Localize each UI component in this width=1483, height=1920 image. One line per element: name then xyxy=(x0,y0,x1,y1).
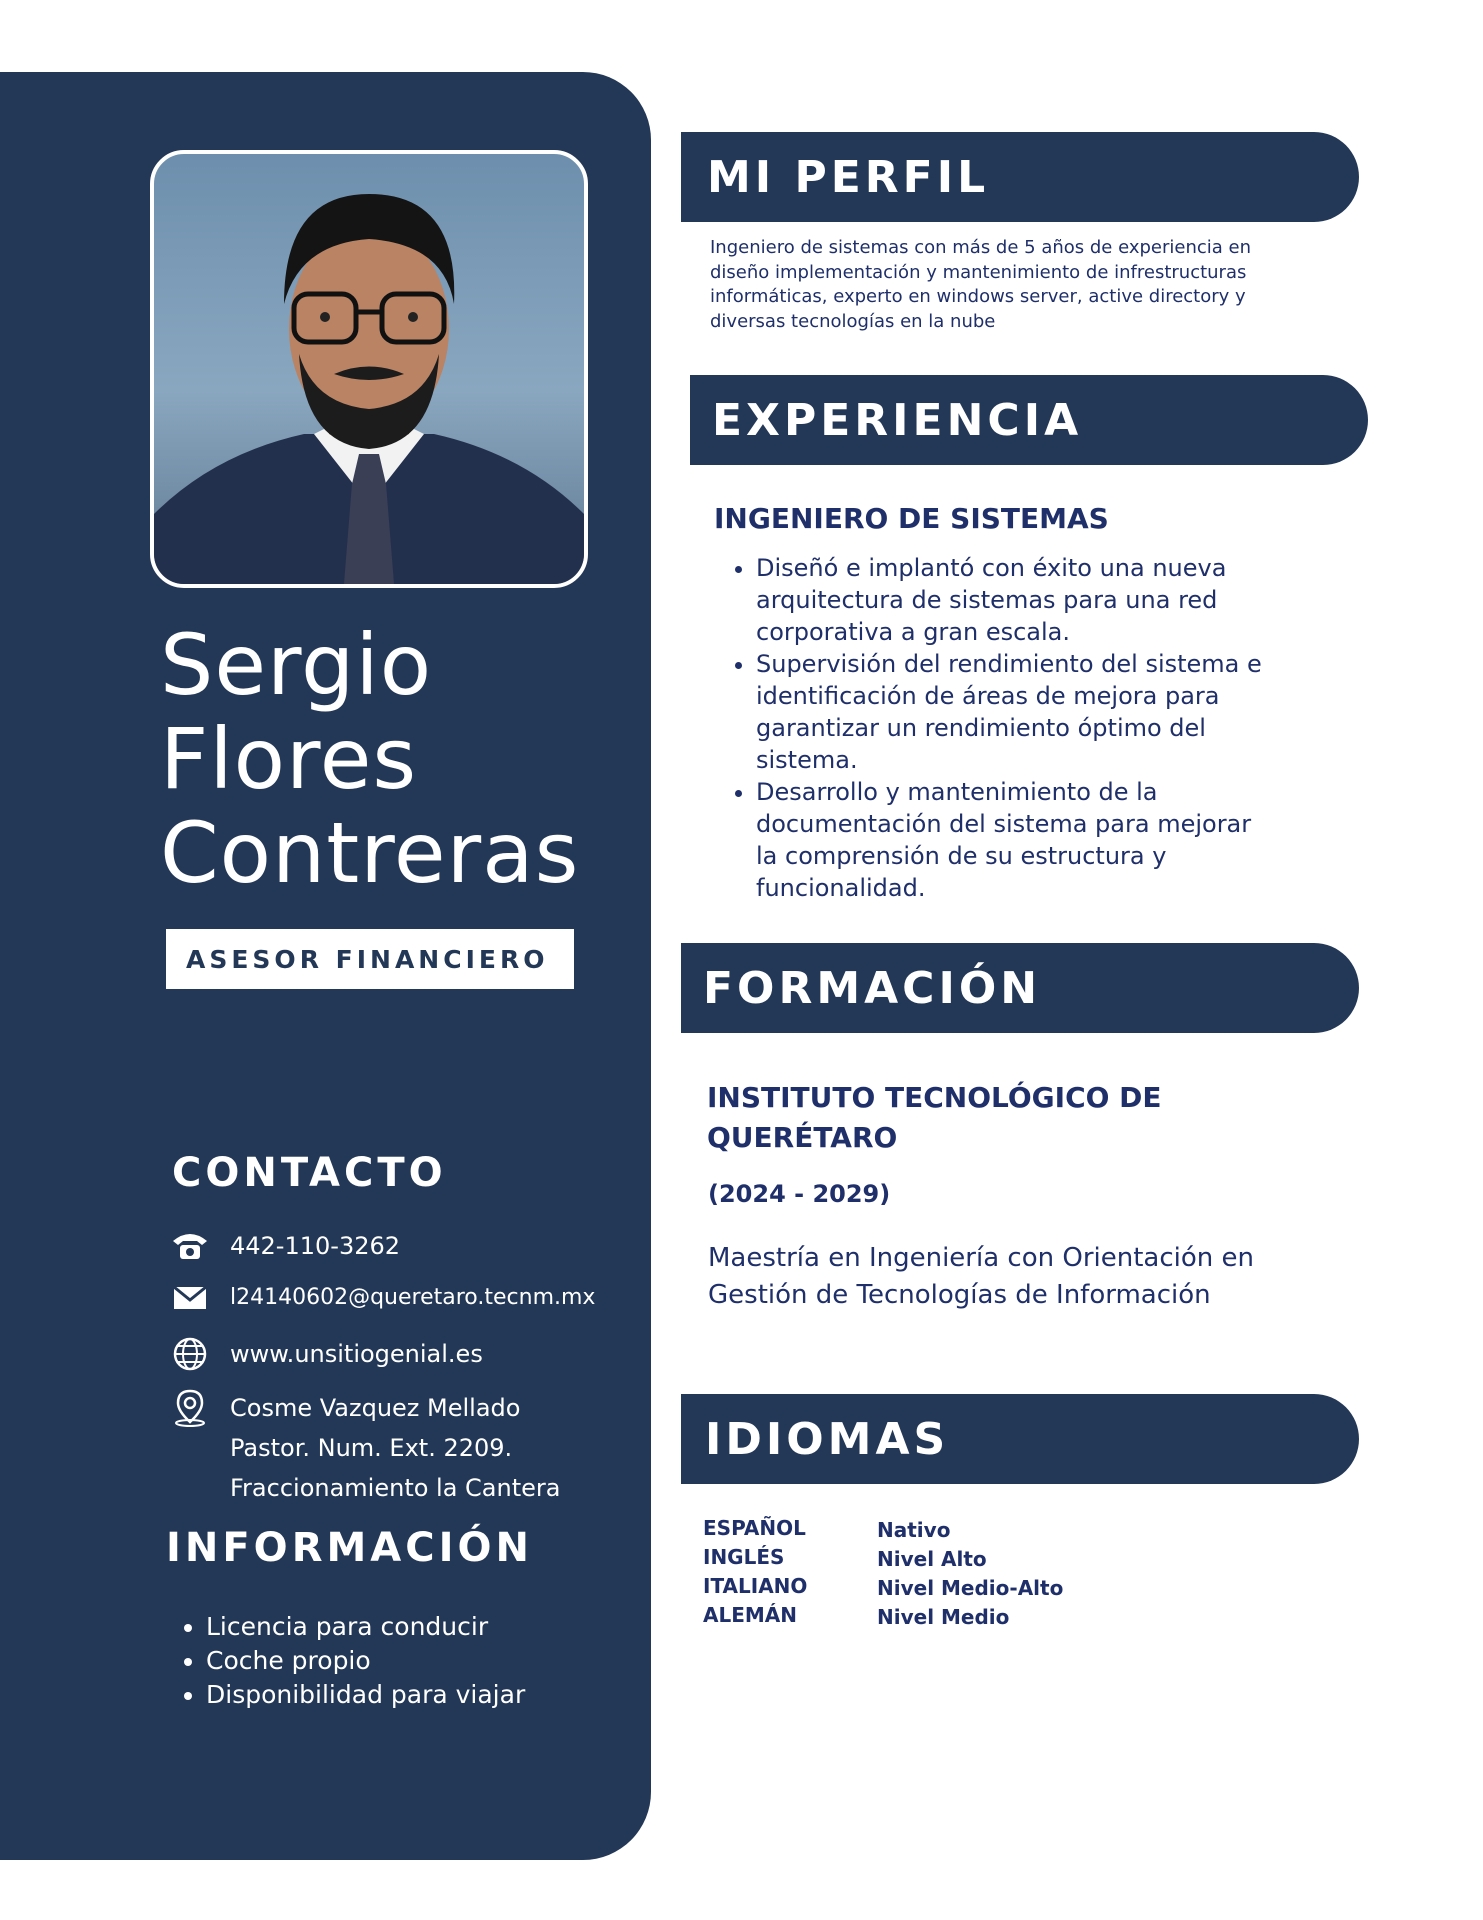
list-item xyxy=(756,776,1296,904)
education-years: (2024 - 2029) xyxy=(708,1180,891,1208)
bullet-line: • Supervisión del rendimiento del sistema e xyxy=(756,650,1262,678)
language-name: ESPAÑOL xyxy=(703,1516,806,1540)
job-role: INGENIERO DE SISTEMAS xyxy=(714,502,1109,535)
bullet-line: identificación de áreas de mejora para xyxy=(756,682,1220,710)
degree xyxy=(708,1240,1308,1314)
job-title-box xyxy=(166,929,574,989)
contact-heading: CONTACTO xyxy=(172,1150,447,1196)
bullet-line: arquitectura de sistemas para una red xyxy=(756,586,1218,614)
contact-phone xyxy=(170,1226,400,1266)
profile-line: informáticas, experto en windows server, active directory y xyxy=(710,286,1246,307)
contact-address xyxy=(170,1388,560,1508)
language-level: Nativo xyxy=(877,1518,951,1542)
last-name-1: Flores xyxy=(160,710,418,808)
profile-header xyxy=(681,132,1359,222)
experience-list xyxy=(730,552,1296,904)
contact-email xyxy=(170,1278,595,1318)
phone-number: 442-110-3262 xyxy=(230,1232,401,1260)
profile-line: diseño implementación y mantenimiento de infrestructuras xyxy=(710,261,1247,283)
language-name: INGLÉS xyxy=(703,1545,785,1569)
list-item xyxy=(756,648,1296,776)
list-item: • Disponibilidad para viajar xyxy=(206,1678,525,1712)
list-item: • Coche propio xyxy=(206,1644,525,1678)
email-address[interactable]: l24140602@queretaro.tecnm.mx xyxy=(230,1285,596,1310)
degree-line: Maestría en Ingeniería con Orientación en xyxy=(708,1243,1254,1273)
education-header xyxy=(681,943,1359,1033)
info-heading: INFORMACIÓN xyxy=(166,1525,533,1571)
bullet-line: la comprensión de su estructura y xyxy=(756,842,1167,870)
language-levels xyxy=(877,1516,1063,1632)
institution-line: INSTITUTO TECNOLÓGICO DE xyxy=(707,1081,1162,1114)
bullet-line: documentación del sistema para mejorar xyxy=(756,810,1252,838)
list-item xyxy=(756,552,1296,648)
profile-line: Ingeniero de sistemas con más de 5 años de experiencia en xyxy=(710,237,1252,258)
bullet-line: corporativa a gran escala. xyxy=(756,618,1071,646)
profile-text xyxy=(710,236,1270,334)
degree-line: Gestión de Tecnologías de Información xyxy=(708,1280,1211,1310)
mail-icon xyxy=(170,1278,210,1318)
full-name xyxy=(160,618,620,900)
last-name-2: Contreras xyxy=(160,804,580,902)
language-level: Nivel Medio xyxy=(877,1605,1010,1629)
profile-photo xyxy=(150,150,588,588)
language-level: Nivel Medio-Alto xyxy=(877,1576,1064,1600)
education-heading: FORMACIÓN xyxy=(703,962,1042,1014)
address xyxy=(230,1388,560,1508)
profile-heading: MI PERFIL xyxy=(707,151,990,203)
bullet-line: garantizar un rendimiento óptimo del xyxy=(756,714,1206,742)
phone-icon xyxy=(170,1226,210,1266)
job-title: ASESOR FINANCIERO xyxy=(186,944,549,974)
bullet-line: • Desarrollo y mantenimiento de la xyxy=(756,778,1158,806)
institution xyxy=(707,1078,1162,1158)
languages-header xyxy=(681,1394,1359,1484)
experience-header xyxy=(690,375,1368,465)
contact-website xyxy=(170,1334,483,1374)
location-pin-icon xyxy=(170,1388,210,1428)
portrait-illustration xyxy=(154,154,584,584)
website-link[interactable]: www.unsitiogenial.es xyxy=(230,1340,483,1368)
language-name: ALEMÁN xyxy=(703,1603,798,1627)
profile-line: diversas tecnologías en la nube xyxy=(710,310,996,332)
bullet-line: • Diseñó e implantó con éxito una nueva xyxy=(756,554,1227,582)
language-name: ITALIANO xyxy=(703,1574,808,1598)
first-name: Sergio xyxy=(160,616,433,714)
languages-heading: IDIOMAS xyxy=(705,1413,950,1465)
address-line: Cosme Vazquez Mellado xyxy=(230,1394,521,1422)
experience-heading: EXPERIENCIA xyxy=(712,394,1083,446)
address-line: Pastor. Num. Ext. 2209. xyxy=(230,1434,513,1462)
address-line: Fraccionamiento la Cantera xyxy=(230,1474,561,1502)
language-level: Nivel Alto xyxy=(877,1547,987,1571)
globe-icon xyxy=(170,1334,210,1374)
language-names xyxy=(703,1514,807,1630)
list-item: • Licencia para conducir xyxy=(206,1610,525,1644)
institution-line: QUERÉTARO xyxy=(707,1121,898,1154)
bullet-line: sistema. xyxy=(756,746,858,774)
bullet-line: funcionalidad. xyxy=(756,874,926,902)
info-list xyxy=(180,1610,525,1712)
